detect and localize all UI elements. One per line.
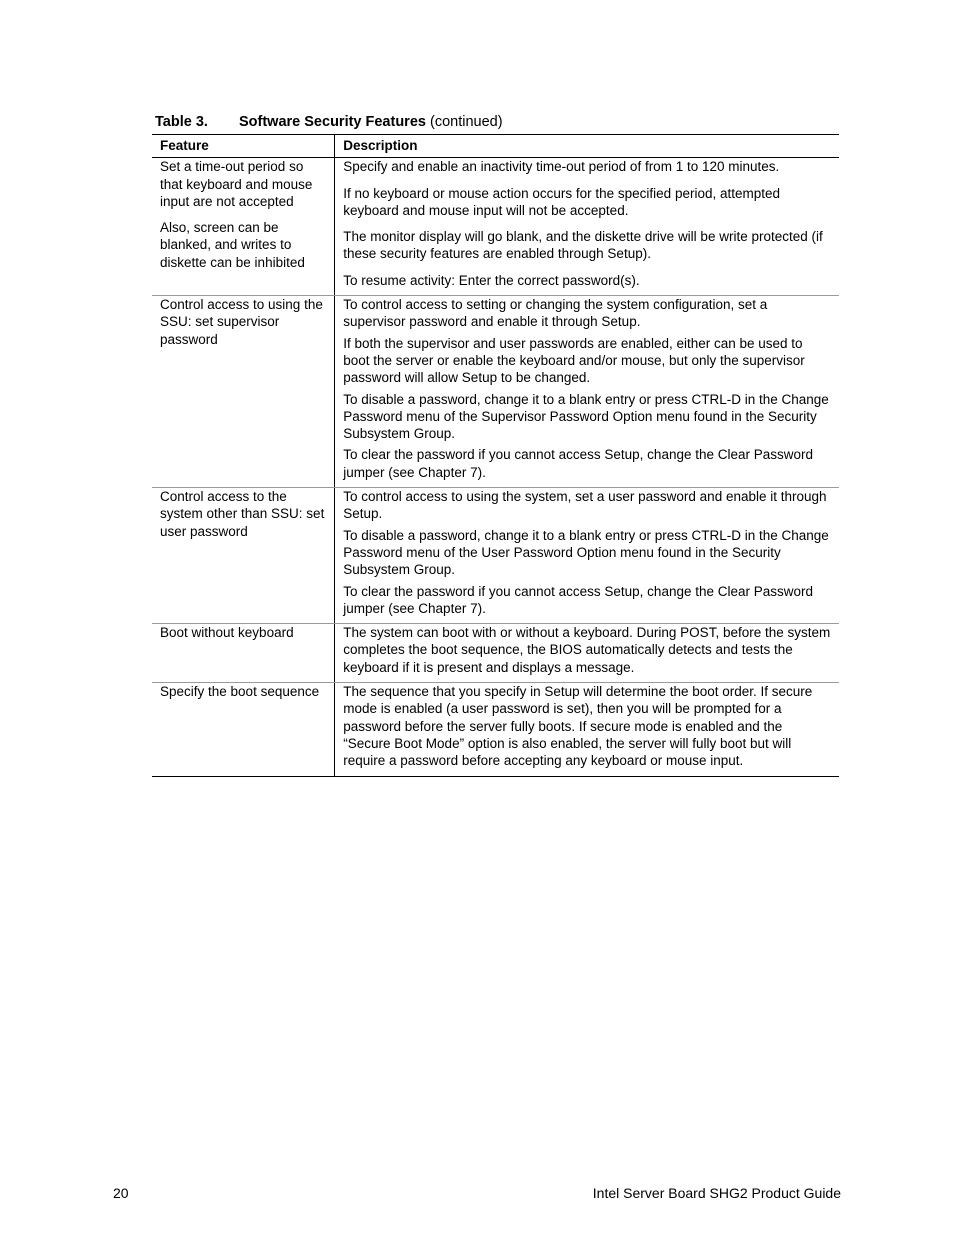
description-text: Specify and enable an inactivity time-out period of from 1 to 120 minutes. [343,159,780,175]
description-text: To clear the password if you cannot access Setup, change the Clear Password jumper (see Chapter 7). [343,447,814,480]
description-cell [335,683,839,776]
table-header-row [152,135,839,158]
table-row [152,624,839,683]
feature-cell [152,624,335,683]
feature-text: Set a time-out period so that keyboard and mouse input are not accepted [160,159,313,209]
feature-text: Also, screen can be blanked, and writes to diskette can be inhibited [160,220,305,270]
feature-text: Boot without keyboard [160,625,294,641]
description-text: If both the supervisor and user passwords are enabled, either can be used to boot the server or enable the keyboard and/or mouse, but only the supervisor password will allow Setup to be changed. [343,335,805,386]
page-number: 20 [113,1185,129,1201]
description-text: The sequence that you specify in Setup will determine the boot order. If secure mode is enabled (a user password is set), then you will be prompted for a password before the server fully boots. If secure mode is enabled and the “Secure Boot Mode” option is also enabled, the server will fully boot but will require a password before accepting any keyboard or mouse input. [343,684,813,769]
description-text: To disable a password, change it to a blank entry or press CTRL-D in the Change Password menu of the Supervisor Password Option menu found in the Security Subsystem Group. [343,391,829,442]
description-cell [335,488,839,624]
table-row [152,683,839,776]
table-number: Table 3. [155,114,208,130]
table-title: Software Security Features [239,114,426,130]
feature-text: Control access to using the SSU: set supervisor password [160,297,323,347]
feature-cell [152,158,335,296]
table-row [152,488,839,624]
description-cell [335,624,839,683]
column-header-feature: Feature [152,135,335,158]
feature-text: Control access to the system other than SSU: set user password [160,489,325,539]
feature-text: Specify the boot sequence [160,684,320,700]
table-caption [155,113,503,131]
table-row [152,158,839,296]
column-header-description: Description [335,135,839,158]
feature-cell [152,488,335,624]
description-text: To resume activity: Enter the correct password(s). [343,272,640,288]
description-text: To control access to setting or changing the system configuration, set a supervisor password and enable it through Setup. [343,297,768,330]
description-cell [335,158,839,296]
description-text: The system can boot with or without a keyboard. During POST, before the system completes the boot sequence, the BIOS automatically detects and tests the keyboard if it is present and displays a message. [343,625,831,675]
security-features-table [152,134,839,777]
table-row [152,296,839,488]
description-text: To control access to using the system, set a user password and enable it through Setup. [343,489,827,522]
description-text: If no keyboard or mouse action occurs for the specified period, attempted keyboard and mouse input will not be accepted. [343,185,781,218]
description-text: The monitor display will go blank, and the diskette drive will be write protected (if these security features are enabled through Setup). [343,229,823,262]
table-title-suffix: (continued) [425,114,503,130]
description-text: To disable a password, change it to a blank entry or press CTRL-D in the Change Password menu of the User Password Option menu found in the Security Subsystem Group. [343,527,829,578]
footer-doc-title: Intel Server Board SHG2 Product Guide [592,1185,841,1201]
feature-cell [152,683,335,776]
feature-cell [152,296,335,488]
description-text: To clear the password if you cannot access Setup, change the Clear Password jumper (see Chapter 7). [343,583,814,616]
description-cell [335,296,839,488]
